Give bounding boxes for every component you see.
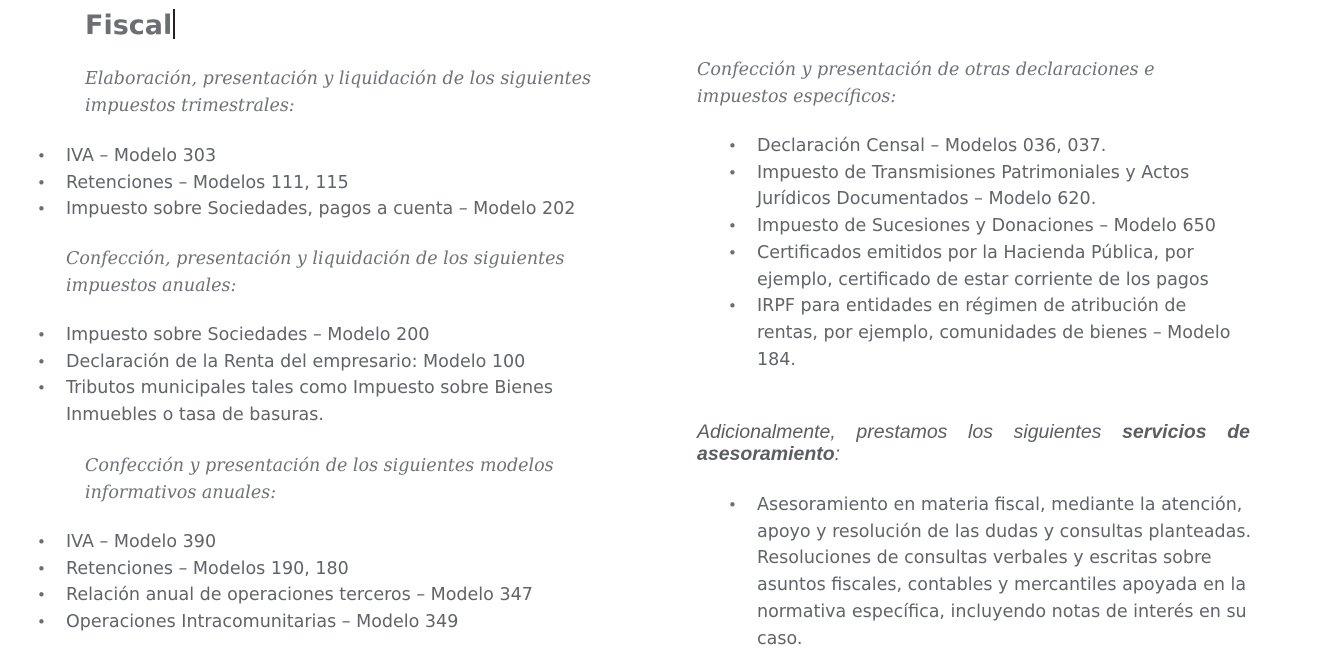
list-item: • Impuesto de Sucesiones y Donaciones – Modelo 650 [757, 213, 1252, 240]
list-item: • Tributos municipales tales como Impuesto sobre Bienes Inmuebles o tasa de basuras. [66, 375, 606, 428]
intro-anuales: Confección, presentación y liquidación de los siguientes impuestos anuales: [66, 249, 565, 296]
intro-trimestrales: Elaboración, presentación y liquidación de los siguientes impuestos trimestrales: [85, 69, 591, 116]
list-item: • Relación anual de operaciones terceros – Modelo 347 [66, 582, 656, 609]
list-anuales [66, 322, 606, 429]
adicional-suffix: : [834, 443, 841, 465]
list-item: • Operaciones Intracomunitarias – Modelo 349 [66, 609, 656, 636]
list-item: • Impuesto sobre Sociedades, pagos a cuenta – Modelo 202 [66, 196, 656, 223]
list-item: • Declaración Censal – Modelos 036, 037. [757, 133, 1252, 160]
section-title[interactable] [85, 8, 175, 44]
list-item: • IVA – Modelo 303 [66, 143, 656, 170]
adicional-prefix: Adicionalmente, prestamos los siguientes [697, 421, 1123, 443]
list-item: • IRPF para entidades en régimen de atribución de rentas, por ejemplo, comunidades de bienes – Modelo 184. [757, 293, 1252, 373]
adicional-bold: servicios de asesoramiento [697, 421, 1251, 465]
list-otras [757, 133, 1252, 373]
list-item: • Certificados emitidos por la Hacienda Pública, por ejemplo, certificado de estar corriente de los pagos [757, 240, 1252, 293]
adicional-paragraph [697, 421, 1250, 465]
list-item: • Asesoramiento en materia fiscal, mediante la atención, apoyo y resolución de las dudas y consultas planteadas. Resoluciones de consultas verbales y escritas sobre asuntos fiscales, contables y mercantiles apoyada en la normativa específica, incluyendo notas de interés en su caso. [757, 492, 1252, 652]
text-cursor [173, 9, 175, 39]
list-item: • Retenciones – Modelos 111, 115 [66, 170, 656, 197]
intro-informativos: Confección y presentación de los siguientes modelos informativos anuales: [85, 456, 554, 503]
intro-otras: Confección y presentación de otras declaraciones e impuestos específicos: [697, 60, 1155, 107]
section-title-text: Fiscal [85, 10, 173, 41]
list-item: • Impuesto de Transmisiones Patrimoniales y Actos Jurídicos Documentados – Modelo 620. [757, 160, 1252, 213]
list-trimestrales [66, 143, 656, 223]
list-item: • Declaración de la Renta del empresario: Modelo 100 [66, 349, 606, 376]
list-item: • IVA – Modelo 390 [66, 529, 656, 556]
list-asesoramiento [757, 492, 1252, 652]
list-item: • Retenciones – Modelos 190, 180 [66, 556, 656, 583]
list-item: • Impuesto sobre Sociedades – Modelo 200 [66, 322, 606, 349]
list-informativos [66, 529, 656, 636]
